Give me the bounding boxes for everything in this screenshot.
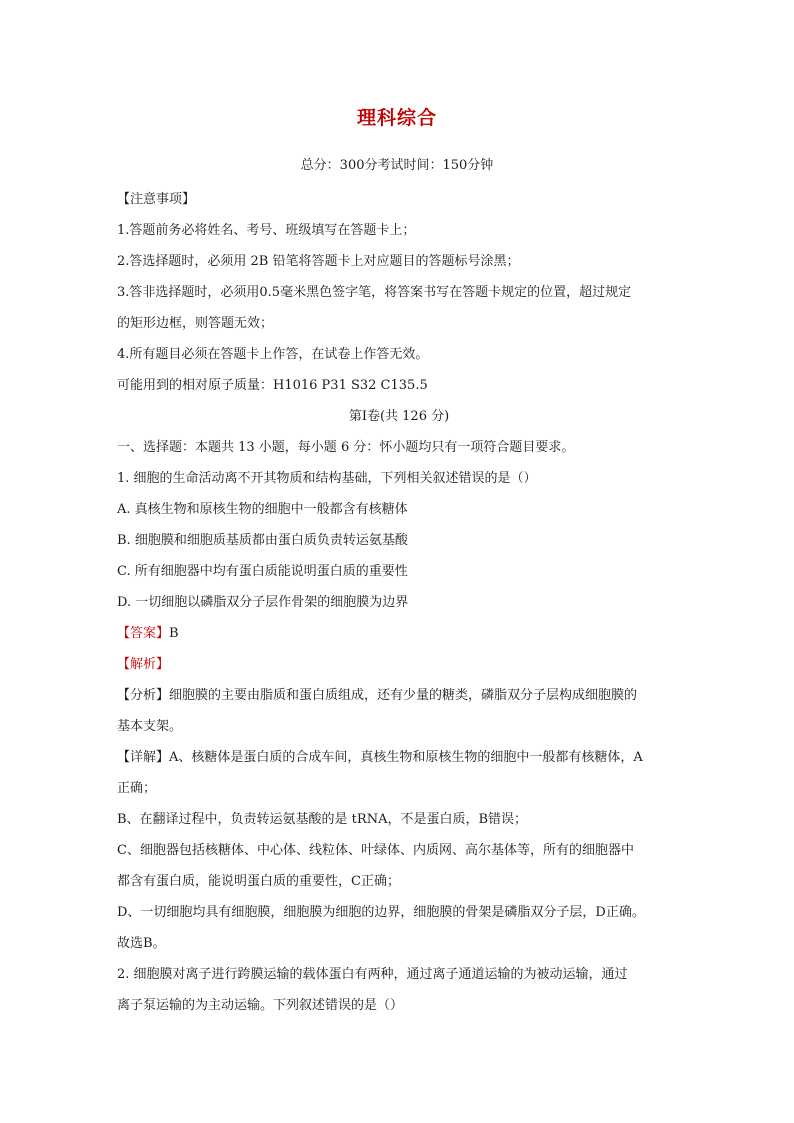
atomic-mass-line: 可能用到的相对原子质量：H1016 P31 S32 C135.5 <box>117 378 428 393</box>
xiangjie-text: A、核糖体是蛋白质的合成车间，真核生物和原核生物的细胞中一般都有核糖体，A <box>169 750 643 765</box>
answer-value: B <box>169 626 179 641</box>
question-2-stem: 2. 细胞膜对离子进行跨膜运输的载体蛋白有两种，通过离子通道运输的为被动运输，通过 <box>117 967 628 982</box>
notice-item: 3.答非选择题时，必须用0.5毫米黑色签字笔，将答案书写在答题卡规定的位置，超过规定 <box>117 285 632 300</box>
question-1-option-d: D. 一切细胞以磷脂双分子层作骨架的细胞膜为边界 <box>117 595 409 610</box>
answer-tag: 【答案】 <box>117 626 170 641</box>
fenxi-tag: 【分析】 <box>117 688 170 703</box>
fenxi-text: 细胞膜的主要由脂质和蛋白质组成，还有少量的糖类，磷脂双分子层构成细胞膜的 <box>169 688 638 703</box>
notice-item: 的矩形边框，则答题无效； <box>117 316 274 331</box>
question-1-stem: 1. 细胞的生命活动离不开其物质和结构基础，下列相关叙述错误的是（） <box>117 471 537 486</box>
part-title: 一、选择题：本题共 13 小题，每小题 6 分：怀小题均只有一项符合题目要求。 <box>117 440 575 455</box>
analysis-tag: 【解析】 <box>117 657 170 672</box>
fenxi-line <box>117 680 681 711</box>
question-1-option-b: B. 细胞膜和细胞质基质都由蛋白质负责转运氨基酸 <box>117 533 408 548</box>
explanation-line: C、细胞器包括核糖体、中心体、线粒体、叶绿体、内质网、高尔基体等，所有的细胞器中 <box>117 843 634 858</box>
explanation-line: 都含有蛋白质，能说明蛋白质的重要性，C正确； <box>117 874 400 889</box>
xiangjie-tag: 【详解】 <box>117 750 170 765</box>
notice-heading: 【注意事项】 <box>117 192 196 207</box>
explanation-line: B、在翻译过程中，负责转运氨基酸的是 tRNA，不是蛋白质，B错误； <box>117 812 528 827</box>
answer-line <box>117 618 681 649</box>
notice-item: 2.答选择题时，必须用 2B 铅笔将答题卡上对应题目的答题标号涂黑； <box>117 254 520 269</box>
page-title: 理科综合 <box>356 107 437 129</box>
explanation-line: 正确； <box>117 781 157 796</box>
notice-item: 1.答题前务必将姓名、考号、班级填写在答题卡上； <box>117 223 416 238</box>
volume-title: 第Ⅰ卷(共 126 分) <box>348 409 450 424</box>
notice-item: 4.所有题目必须在答题卡上作答，在试卷上作答无效。 <box>117 347 429 362</box>
page-subtitle: 总分：300分考试时间：150分钟 <box>300 158 494 173</box>
analysis-line <box>117 649 681 680</box>
document-body <box>117 184 681 1021</box>
question-1-option-a: A. 真核生物和原核生物的细胞中一般都含有核糖体 <box>117 502 408 517</box>
xiangjie-line <box>117 742 681 773</box>
explanation-line: 故选B。 <box>117 936 166 951</box>
question-2-stem-continuation: 离子泵运输的为主动运输。下列叙述错误的是（） <box>117 998 404 1013</box>
fenxi-continuation: 基本支架。 <box>117 719 183 734</box>
question-1-option-c: C. 所有细胞器中均有蛋白质能说明蛋白质的重要性 <box>117 564 408 579</box>
explanation-line: D、一切细胞均具有细胞膜，细胞膜为细胞的边界，细胞膜的骨架是磷脂双分子层，D正确。 <box>117 905 645 920</box>
